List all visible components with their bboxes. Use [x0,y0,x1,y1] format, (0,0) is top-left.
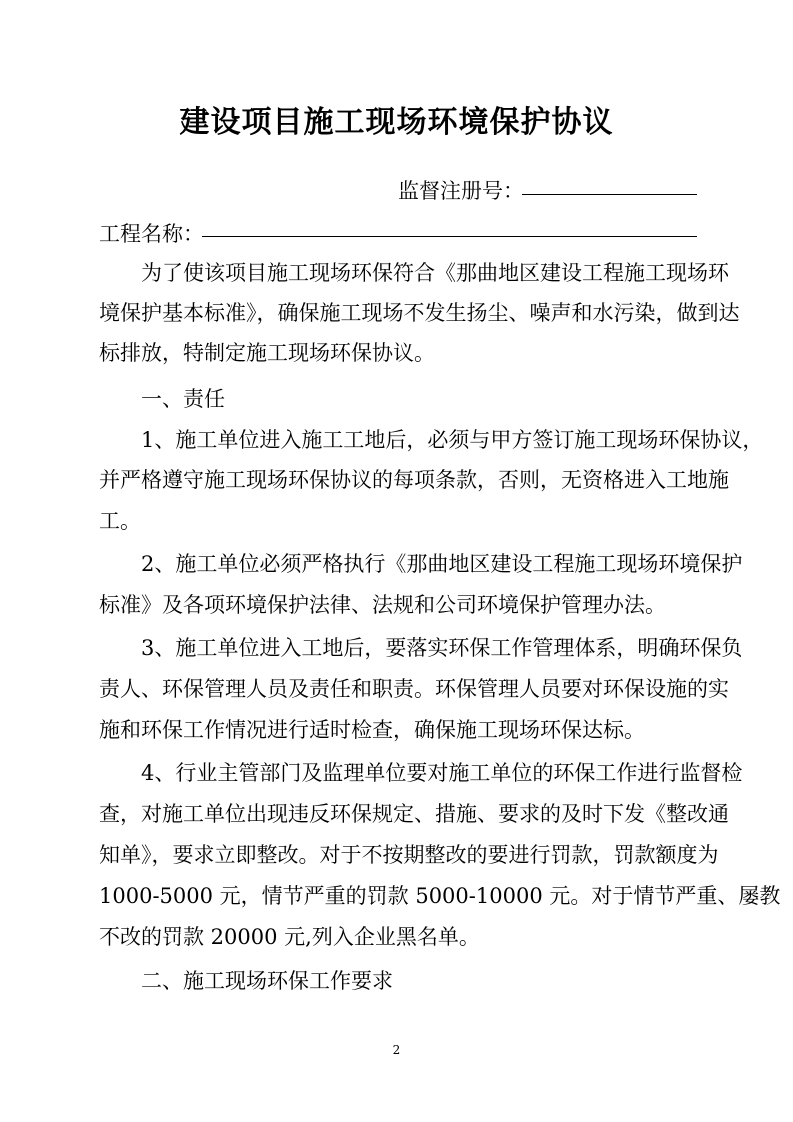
item4-line-2: 查，对施工单位出现违反环保规定、措施、要求的及时下发《整改通 [99,802,729,826]
item1-line-3: 工。 [99,509,141,533]
item4-line-1: 4、行业主管部门及监理单位要对施工单位的环保工作进行监督检 [141,761,743,785]
document-title: 建设项目施工现场环境保护协议 [179,105,614,140]
section-heading-requirements: 二、施工现场环保工作要求 [141,969,393,993]
intro-line-1: 为了使该项目施工现场环保符合《那曲地区建设工程施工现场环 [141,261,729,285]
item1-line-1: 1、施工单位进入施工工地后，必须与甲方签订施工现场环保协议， [141,428,764,452]
intro-line-3: 标排放，特制定施工现场环保协议。 [99,341,435,365]
item4-line-3: 知单》，要求立即整改。对于不按期整改的要进行罚款，罚款额度为 [99,843,719,867]
item3-line-2: 责人、环保管理人员及责任和职责。环保管理人员要对环保设施的实 [99,677,729,701]
item4-line-5: 不改的罚款 20000 元,列入企业黑名单。 [99,925,480,949]
item1-line-2: 并严格遵守施工现场环保协议的每项条款，否则，无资格进入工地施 [99,468,729,492]
intro-line-2: 境保护基本标准》，确保施工现场不发生扬尘、噪声和水污染，做到达 [99,301,740,325]
page-number: 2 [392,1043,401,1057]
project-name-blank-line [202,236,697,237]
item3-line-1: 3、施工单位进入工地后，要落实环保工作管理体系，明确环保负 [141,636,743,660]
item3-line-3: 施和环保工作情况进行适时检查，确保施工现场环保达标。 [99,718,645,742]
registration-label: 监督注册号： [398,179,524,203]
item2-line-1: 2、施工单位必须严格执行《那曲地区建设工程施工现场环境保护 [141,552,743,576]
item4-line-4: 1000-5000 元，情节严重的罚款 5000-10000 元。对于情节严重、屡教 [99,884,781,908]
section-heading-responsibility: 一、责任 [141,387,225,411]
item2-line-2: 标准》及各项环境保护法律、法规和公司环境保护管理办法。 [99,593,666,617]
project-name-label: 工程名称： [99,222,204,246]
registration-blank-line [522,194,697,195]
